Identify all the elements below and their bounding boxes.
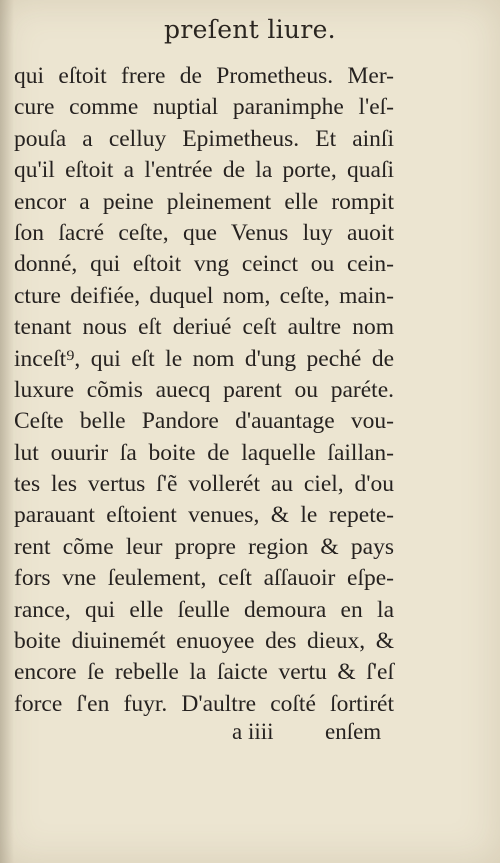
text-line: fors vne ſeulement, ceſt aſſauoir eſpe- [14,565,394,592]
text-block [14,61,394,720]
signature-mark: a iiii [232,719,274,744]
text-line: qu'il eſtoit a l'entrée de la porte, quaſi [14,157,394,184]
text-line: luxure cõmis auecq parent ou paréte. [14,376,394,403]
catchword: enſem [325,719,382,744]
text-line: force ſ'en fuyr. D'aultre coſté ſortirét [14,690,394,717]
running-head: preſent liure. [164,15,336,44]
text-line: parauant eſtoient venues, & le repete- [14,502,394,529]
text-line: ſon ſacré ceſte, que Venus luy auoit [14,219,394,246]
text-line: qui eſtoit frere de Prometheus. Mer- [14,63,394,89]
text-line: donné, qui eſtoit vng ceinct ou cein- [14,251,394,278]
text-line: cture deifiée, duquel nom, ceſte, main- [14,282,394,309]
text-line: tenant nous eſt deriué ceſt aultre nom [14,314,394,341]
text-line: Ceſte belle Pandore d'auantage vou- [14,408,394,435]
text-line: lut ouurir ſa boite de laquelle ſaillan- [14,439,394,466]
text-line: encore ſe rebelle la ſaicte vertu & ſ'eſ [14,659,394,686]
text-line: encor a peine pleinement elle rompit [14,188,394,215]
text-line: rance, qui elle ſeulle demoura en la [14,596,394,623]
text-line: inceſt⁹, qui eſt le nom d'ung peché de [14,345,394,372]
text-line: cure comme nuptial paranimphe l'eſ- [14,94,394,121]
text-line: rent cõme leur propre region & pays [14,533,394,560]
text-line: boite diuinemét enuoyee des dieux, & [14,628,394,655]
text-line: pouſa a celluy Epimetheus. Et ainſi [14,125,394,152]
text-line: tes les vertus ſ'ẽ vollerét au ciel, d'ou [14,471,394,498]
footer-line [0,719,500,749]
